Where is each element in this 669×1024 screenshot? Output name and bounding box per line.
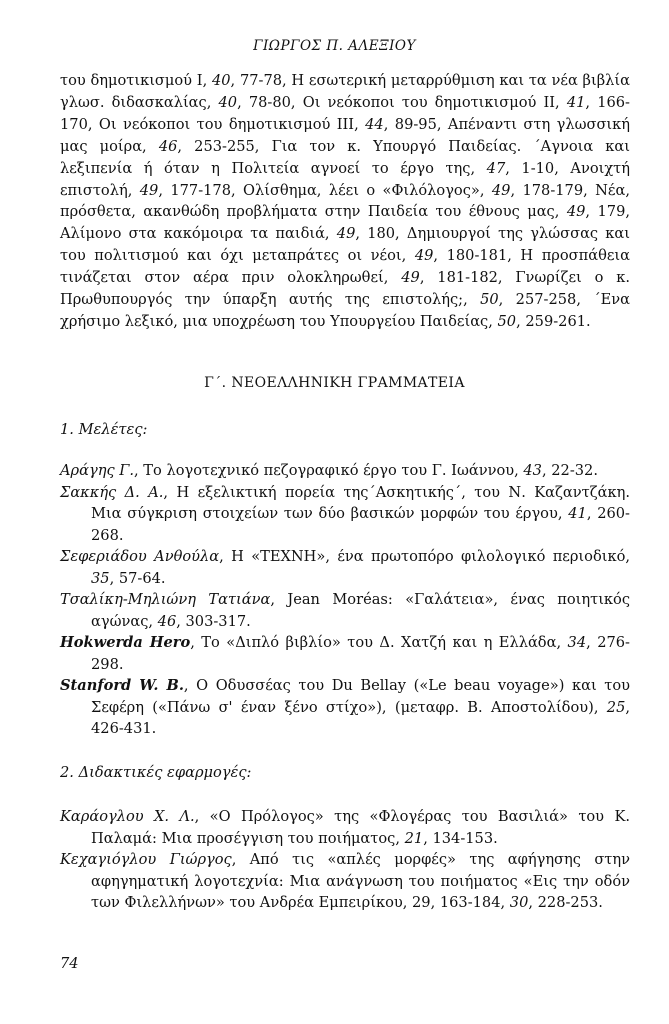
bibliography-entry — [60, 632, 630, 675]
entry-text: , Από τις «απλές μορφές» της αφήγησης στην αφηγηματική λογοτεχνία: Μια ανάγνωση του ποιήματος «Εις την οδόν των Φιλελλήνων» του Ανδρέα Εμπειρίκου, 29, 163-184, — [91, 851, 630, 911]
paragraph-text: , 257-258, ΄Ενα χρήσιμο λεξικό, μια υποχρέωση του Υπουργείου Παιδείας, — [60, 291, 631, 330]
entry-text: , Το «Διπλό βιβλίο» του Δ. Χατζή και η Ελλάδα, — [190, 634, 568, 651]
volume-number: 49 — [139, 181, 159, 199]
bibliography-entry — [60, 460, 630, 482]
paragraph-text: , 77-78, Η εσωτερική μεταρρύθμιση και τα νέα βιβλία γλωσ. διδασκαλίας, — [60, 72, 630, 111]
volume-number: 47 — [486, 159, 506, 177]
entry-text: , 134-153. — [423, 829, 498, 847]
paragraph-text: , 180, Δημιουργοί της γλώσσας και του πολιτισμού και όχι μεταπράτες οι νέοι, — [60, 225, 630, 265]
volume-number: 40 — [211, 72, 231, 89]
bibliography-entry — [60, 806, 630, 849]
entry-text: , 22-32. — [541, 462, 598, 479]
volume-number: 50 — [480, 291, 499, 309]
paragraph-text: , 78-80, Οι νεόκοποι του δημοτικισμού ΙΙ, — [237, 93, 567, 111]
volume-number: 49 — [414, 247, 434, 265]
bibliography-entry — [60, 546, 630, 589]
volume-number: 49 — [491, 181, 511, 199]
volume-number: 41 — [568, 505, 587, 522]
entry-author: Τσαλίκη-Μηλιώνη Τατιάνα — [60, 591, 271, 608]
studies-list — [60, 460, 630, 740]
paragraph-text: , 178-179, Νέα, πρόσθετα, ακανθώδη προβλήματα στην Παιδεία του έθνους μας, — [60, 181, 630, 221]
bibliography-entry — [60, 849, 630, 914]
bibliography-entry — [60, 675, 630, 740]
volume-number: 46 — [158, 137, 178, 155]
volume-number: 46 — [157, 612, 177, 630]
volume-number: 49 — [336, 225, 356, 243]
entry-author: Κεχαγιόγλου Γιώργος — [60, 851, 232, 868]
entry-author: Σεφεριάδου Ανθούλα — [60, 548, 220, 565]
paragraph-text: , 259-261. — [516, 312, 591, 330]
paragraph-text: του δημοτικισμού Ι, — [60, 72, 212, 89]
paragraph-text: , 1-10, Ανοιχτή επιστολή, — [60, 159, 630, 199]
volume-number: 25 — [606, 698, 626, 716]
volume-number: 21 — [404, 829, 424, 847]
entry-author: Καράογλου Χ. Λ. — [60, 808, 195, 825]
entry-text: , 228-253. — [528, 894, 603, 911]
volume-number: 34 — [567, 634, 587, 651]
paragraph-text: , 179, Αλίμονο στα κακόμοιρα τα παιδιά, — [60, 203, 630, 243]
entry-author: Αράγης Γ. — [60, 462, 135, 479]
volume-number: 35 — [91, 569, 110, 587]
paragraph-text: , 181-182, Γνωρίζει ο κ. Πρωθυπουργός την ύπαρξη αυτής της επιστολής;, — [60, 269, 630, 309]
volume-number: 44 — [365, 115, 384, 133]
volume-number: 41 — [566, 93, 586, 111]
entry-text: , Jean Moréas: «Γαλάτεια», ένας ποιητικός αγώνας, — [91, 591, 631, 630]
entry-author: Hokwerda Hero — [60, 634, 191, 651]
paragraph-text: , 253-255, Για τον κ. Υπουργό Παιδείας. ΄Αγνοια και λεξιπενία ή όταν η Πολιτεία αγνοεί το έργο της, — [60, 137, 630, 177]
volume-number: 50 — [497, 312, 517, 330]
subsection-heading-studies: 1. Μελέτες: — [60, 421, 148, 438]
section-title: Γ΄. ΝΕΟΕΛΛΗΝΙΚΗ ΓΡΑΜΜΑΤΕΙΑ — [204, 375, 465, 391]
volume-number: 49 — [566, 203, 586, 221]
entry-author: Stanford W. B. — [60, 677, 184, 694]
entry-text: , 303-317. — [176, 612, 251, 630]
paragraph-text: , 166-170, Οι νεόκοποι του δημοτικισμού ΙΙΙ, — [60, 93, 630, 133]
entry-author: Σακκής Δ. Α. — [60, 483, 164, 501]
entry-text: , Το λογοτεχνικό πεζογραφικό έργο του Γ. Ιωάννου, — [134, 462, 524, 479]
page-number: 74 — [60, 955, 79, 972]
volume-number: 30 — [509, 894, 529, 911]
bibliography-entry — [60, 589, 630, 632]
entry-text: , 57-64. — [109, 569, 166, 587]
paragraph-text: , 177-178, Ολίσθημα, λέει ο «Φιλόλογος», — [158, 181, 492, 199]
subsection-heading-applications: 2. Διδακτικές εφαρμογές: — [60, 764, 252, 781]
paragraph-text: , 180-181, Η προσπάθεια τινάζεται στον αέρα πριν ολοκληρωθεί, — [60, 247, 630, 287]
entry-text: , Ο Οδυσσέας του Du Bellay («Le beau voyage») και του Σεφέρη («Πάνω σ' έναν ξένο στίχο»), (μεταφρ. Β. Αποστολίδου), — [91, 677, 630, 716]
running-header: ΓΙΩΡΓΟΣ Π. ΑΛΕΞΙΟΥ — [253, 38, 416, 54]
paragraph-text: , 89-95, Απέναντι στη γλωσσική μας μοίρα, — [60, 115, 630, 155]
entry-text: , Η εξελικτική πορεία της΄Ασκητικής΄, του Ν. Καζαντζάκη. Μια σύγκριση στοιχείων των δύο βασικών μορφών του έργου, — [91, 483, 630, 522]
entry-text: , 426-431. — [91, 698, 630, 737]
entry-text: , «Ο Πρόλογος» της «Φλογέρας του Βασιλιά» του Κ. Παλαμά: Μια προσέγγιση του ποιήματος, — [91, 808, 631, 847]
bibliography-entry — [60, 482, 630, 547]
volume-number: 40 — [218, 93, 238, 111]
volume-number: 49 — [401, 269, 420, 287]
applications-list — [60, 806, 630, 914]
entry-text: , 260-268. — [91, 505, 630, 544]
bibliography-paragraph — [60, 70, 630, 333]
entry-text: , 276-298. — [91, 634, 630, 673]
entry-text: , Η «ΤΕΧΝΗ», ένα πρωτοπόρο φιλολογικό περιοδικό, — [219, 548, 630, 565]
volume-number: 43 — [523, 462, 542, 479]
